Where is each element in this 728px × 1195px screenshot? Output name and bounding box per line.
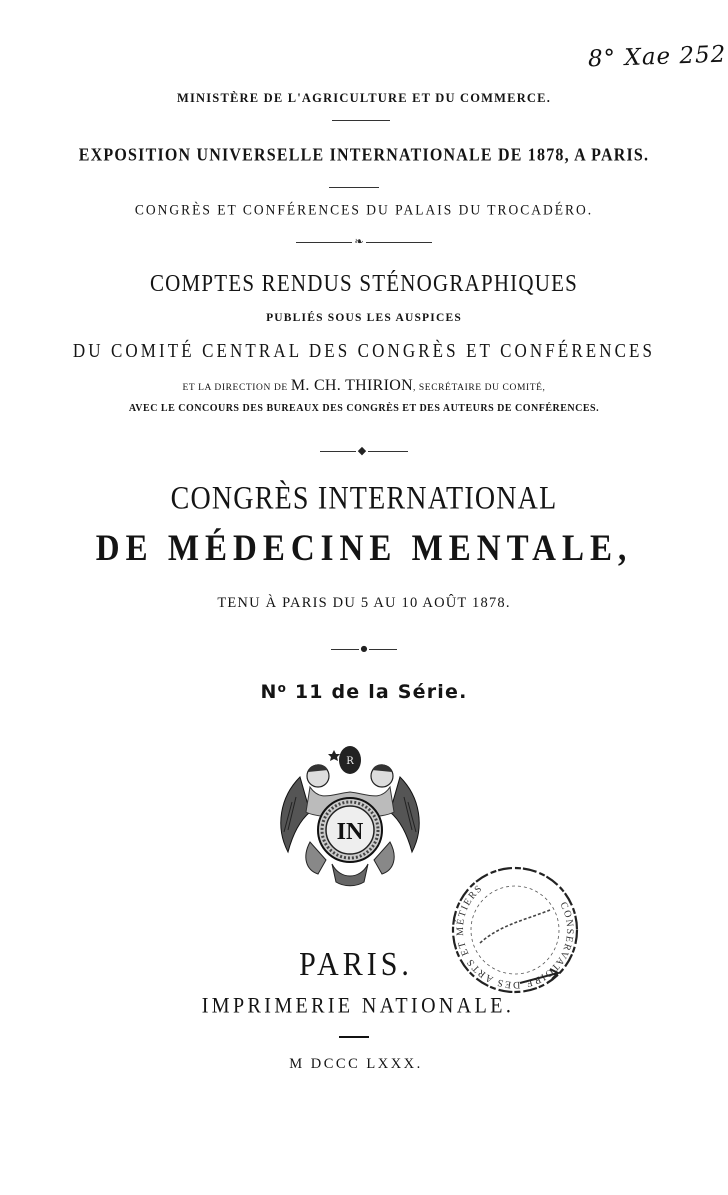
divider-ornament bbox=[0, 446, 728, 456]
series-title: COMPTES RENDUS STÉNOGRAPHIQUES bbox=[149, 269, 579, 297]
main-title-line1: CONGRÈS INTERNATIONAL bbox=[170, 480, 558, 517]
divider-rule bbox=[332, 120, 390, 121]
series-number: $N^o$ 11 de la Série. bbox=[260, 681, 468, 703]
ministry-heading: MINISTÈRE DE L'AGRICULTURE ET DU COMMERCE. bbox=[176, 91, 552, 105]
svg-text:IN: IN bbox=[336, 819, 364, 845]
direction-suffix: , SECRÉTAIRE DU COMITÉ, bbox=[412, 383, 546, 393]
direction-line bbox=[0, 377, 728, 395]
director-name: M. CH. THIRION bbox=[290, 377, 413, 394]
imprint-year: M DCCC LXXX. bbox=[289, 1056, 423, 1072]
imprint-printer: IMPRIMERIE NATIONALE. bbox=[201, 993, 515, 1019]
imprimerie-nationale-emblem-icon bbox=[270, 742, 430, 887]
handwritten-call-number: 8° Xae 252 bbox=[587, 41, 727, 73]
committee-line: DU COMITÉ CENTRAL DES CONGRÈS ET CONFÉRENCES bbox=[72, 339, 656, 362]
divider-ornament bbox=[0, 237, 728, 247]
divider-ornament bbox=[0, 644, 728, 654]
main-title-line2: DE MÉDECINE MENTALE, bbox=[95, 528, 633, 570]
divider-rule bbox=[329, 187, 379, 188]
divider-rule bbox=[339, 1036, 369, 1038]
exposition-heading: EXPOSITION UNIVERSELLE INTERNATIONALE DE 1878, A PARIS. bbox=[78, 145, 650, 166]
congres-trocadero-heading: CONGRÈS ET CONFÉRENCES DU PALAIS DU TROCADÉRO. bbox=[134, 201, 594, 218]
fleuron-icon: ❧ bbox=[354, 235, 364, 248]
svg-text:R: R bbox=[346, 756, 354, 767]
dot-ornament-icon: ● bbox=[360, 644, 368, 653]
svg-text:CONSERVATOIRE DES ARTS ET MÉTI: CONSERVATOIRE DES ARTS ET MÉTIERS bbox=[454, 882, 576, 991]
collaboration-line: AVEC LE CONCOURS DES BUREAUX DES CONGRÈS ET DES AUTEURS DE CONFÉRENCES. bbox=[128, 403, 600, 414]
imprint-city: PARIS. bbox=[299, 945, 413, 983]
direction-prefix: ET LA DIRECTION DE bbox=[182, 383, 288, 393]
published-under-line: PUBLIÉS SOUS LES AUSPICES bbox=[266, 312, 462, 324]
main-title-subtitle: TENU À PARIS DU 5 AU 10 AOÛT 1878. bbox=[217, 595, 511, 611]
leaf-ornament-icon: ◆ bbox=[357, 444, 367, 457]
